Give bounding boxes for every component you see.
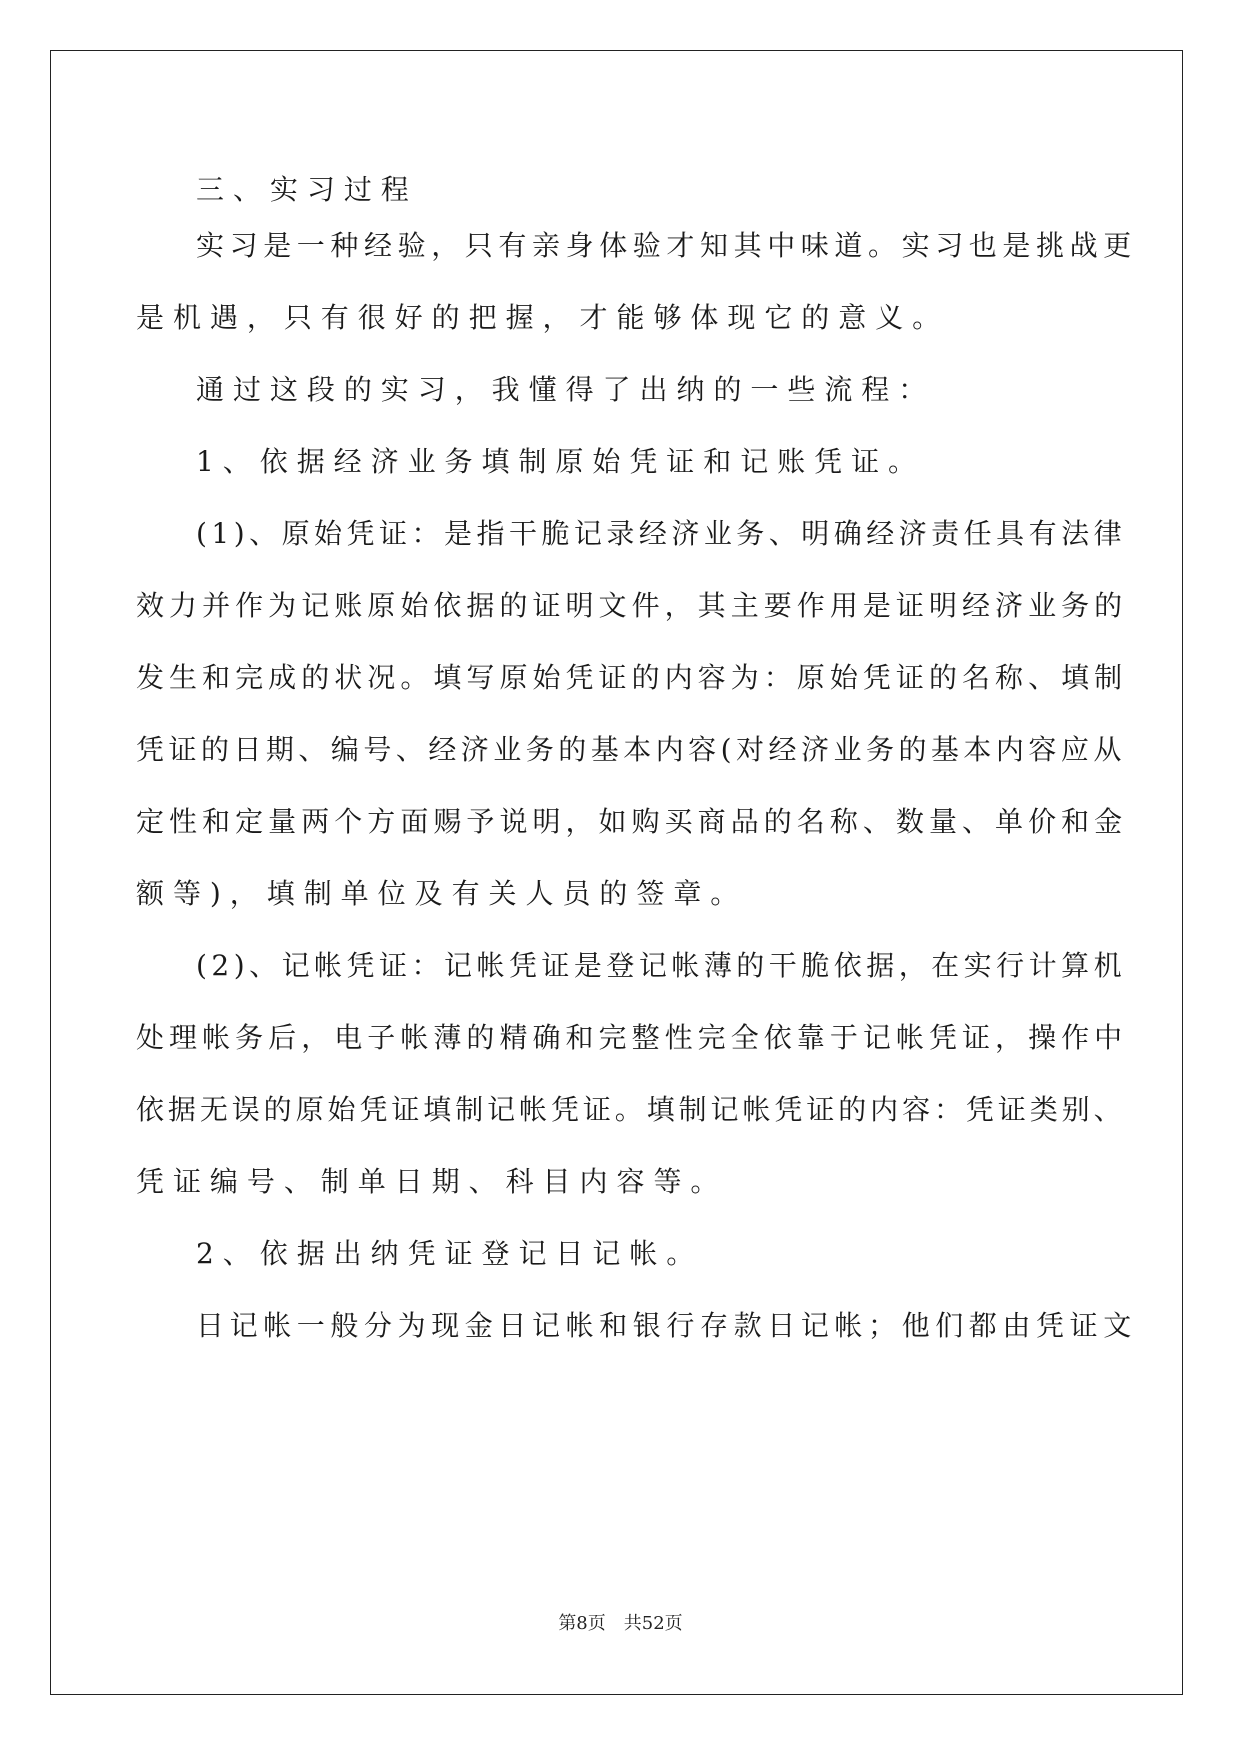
section-heading: 三、实习过程 — [196, 173, 418, 206]
page-border — [50, 50, 1183, 1695]
paragraph-line: 凭证编号、制单日期、科目内容等。 — [136, 1165, 728, 1198]
paragraph-line: (2)、记帐凭证：记帐凭证是登记帐薄的干脆依据，在实行计算机 — [196, 949, 1127, 982]
paragraph-line: 实习是一种经验，只有亲身体验才知其中味道。实习也是挑战更 — [196, 229, 1137, 262]
paragraph-line: 定性和定量两个方面赐予说明，如购买商品的名称、数量、单价和金 — [136, 805, 1128, 838]
page-number-current: 第8页 — [558, 1613, 606, 1634]
page-footer — [0, 1612, 1241, 1636]
paragraph-line: 发生和完成的状况。填写原始凭证的内容为：原始凭证的名称、填制 — [136, 661, 1128, 694]
paragraph-line: 日记帐一般分为现金日记帐和银行存款日记帐；他们都由凭证文 — [196, 1309, 1137, 1342]
paragraph-line: 处理帐务后，电子帐薄的精确和完整性完全依靠于记帐凭证，操作中 — [136, 1021, 1128, 1054]
paragraph-line: 是机遇，只有很好的把握，才能够体现它的意义。 — [136, 301, 950, 334]
paragraph-line: 通过这段的实习，我懂得了出纳的一些流程： — [196, 373, 936, 406]
paragraph-line: (1)、原始凭证：是指干脆记录经济业务、明确经济责任具有法律 — [196, 517, 1127, 550]
paragraph-line: 额等)，填制单位及有关人员的签章。 — [136, 877, 748, 910]
page-number-total: 共52页 — [623, 1613, 683, 1634]
paragraph-line: 2、依据出纳凭证登记日记帐。 — [196, 1237, 704, 1270]
paragraph-line: 凭证的日期、编号、经济业务的基本内容(对经济业务的基本内容应从 — [136, 733, 1126, 766]
paragraph-line: 效力并作为记账原始依据的证明文件，其主要作用是证明经济业务的 — [136, 589, 1128, 622]
paragraph-line: 1、依据经济业务填制原始凭证和记账凭证。 — [196, 445, 926, 478]
paragraph-line: 依据无误的原始凭证填制记帐凭证。填制记帐凭证的内容：凭证类别、 — [136, 1093, 1126, 1126]
